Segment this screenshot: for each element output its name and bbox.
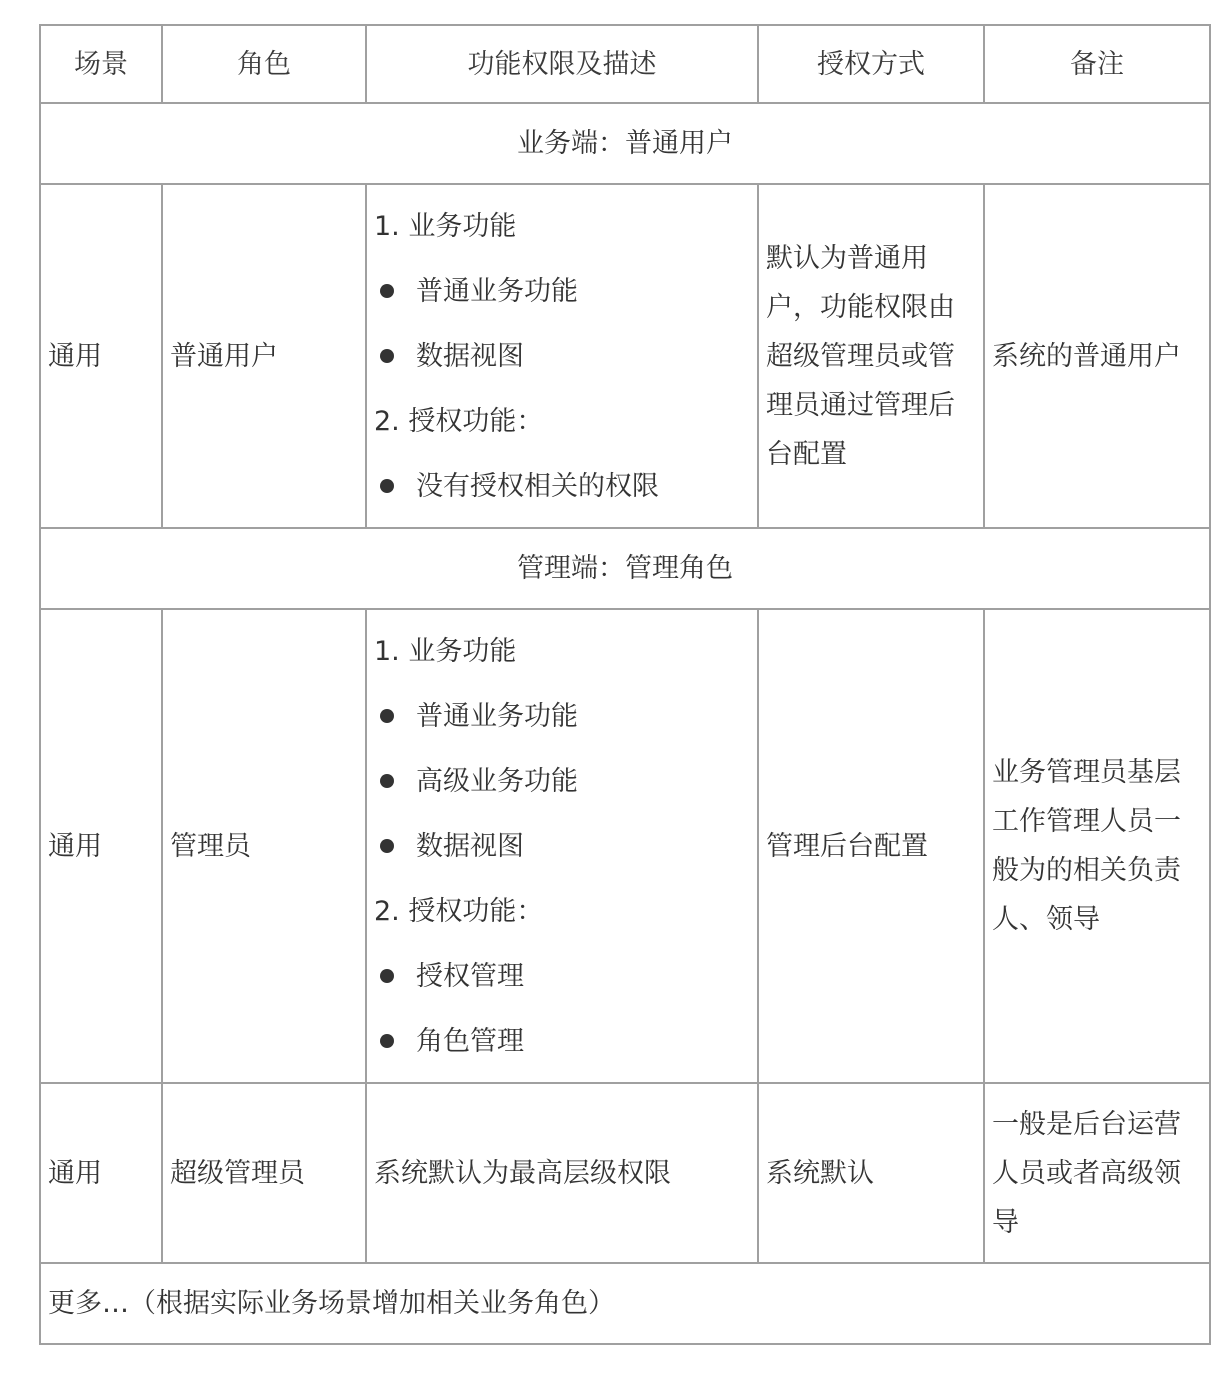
cell-notes: 系统的普通用户 [984, 184, 1210, 528]
bullet-text: 普通业务功能 [416, 275, 578, 307]
cell-permissions [366, 609, 758, 1083]
cell-permissions: 系统默认为最高层级权限 [366, 1083, 758, 1263]
cell-role: 超级管理员 [162, 1083, 366, 1263]
section-title: 管理端：管理角色 [40, 528, 1210, 609]
desc-bullet [374, 749, 750, 814]
desc-bullet [374, 944, 750, 1009]
desc-heading: 2. 授权功能： [374, 895, 544, 927]
footer-row [40, 1263, 1210, 1344]
cell-scene: 通用 [40, 609, 162, 1083]
bullet-text: 角色管理 [416, 1025, 524, 1057]
desc-bullet [374, 454, 750, 519]
bullet-icon [380, 969, 394, 983]
desc-bullet [374, 684, 750, 749]
header-permissions: 功能权限及描述 [366, 25, 758, 103]
cell-notes: 业务管理员基层工作管理人员一般为的相关负责人、领导 [984, 609, 1210, 1083]
bullet-text: 普通业务功能 [416, 700, 578, 732]
cell-auth-method: 系统默认 [758, 1083, 984, 1263]
bullet-text: 数据视图 [416, 340, 524, 372]
header-auth-method: 授权方式 [758, 25, 984, 103]
bullet-text: 高级业务功能 [416, 765, 578, 797]
cell-auth-method: 管理后台配置 [758, 609, 984, 1083]
desc-bullet [374, 259, 750, 324]
permission-table [39, 24, 1211, 1345]
cell-role: 管理员 [162, 609, 366, 1083]
cell-scene: 通用 [40, 1083, 162, 1263]
section-title: 业务端：普通用户 [40, 103, 1210, 184]
bullet-icon [380, 774, 394, 788]
bullet-icon [380, 709, 394, 723]
table-row [40, 184, 1210, 528]
bullet-icon [380, 349, 394, 363]
header-row [40, 25, 1210, 103]
header-notes: 备注 [984, 25, 1210, 103]
cell-permissions [366, 184, 758, 528]
cell-scene: 通用 [40, 184, 162, 528]
header-role: 角色 [162, 25, 366, 103]
bullet-text: 授权管理 [416, 960, 524, 992]
table-row [40, 609, 1210, 1083]
desc-bullet [374, 814, 750, 879]
header-scene: 场景 [40, 25, 162, 103]
bullet-icon [380, 839, 394, 853]
footer-note: 更多…（根据实际业务场景增加相关业务角色） [40, 1263, 1210, 1344]
table-row [40, 1083, 1210, 1263]
cell-auth-method: 默认为普通用户，功能权限由超级管理员或管理员通过管理后台配置 [758, 184, 984, 528]
cell-role: 普通用户 [162, 184, 366, 528]
desc-bullet [374, 324, 750, 389]
desc-heading: 2. 授权功能： [374, 405, 544, 437]
desc-bullet [374, 1009, 750, 1074]
bullet-text: 数据视图 [416, 830, 524, 862]
section-row-business [40, 103, 1210, 184]
desc-heading: 1. 业务功能 [374, 210, 517, 242]
section-row-admin [40, 528, 1210, 609]
bullet-text: 没有授权相关的权限 [416, 470, 659, 502]
bullet-icon [380, 284, 394, 298]
cell-notes: 一般是后台运营人员或者高级领导 [984, 1083, 1210, 1263]
desc-heading: 1. 业务功能 [374, 635, 517, 667]
bullet-icon [380, 1034, 394, 1048]
bullet-icon [380, 479, 394, 493]
